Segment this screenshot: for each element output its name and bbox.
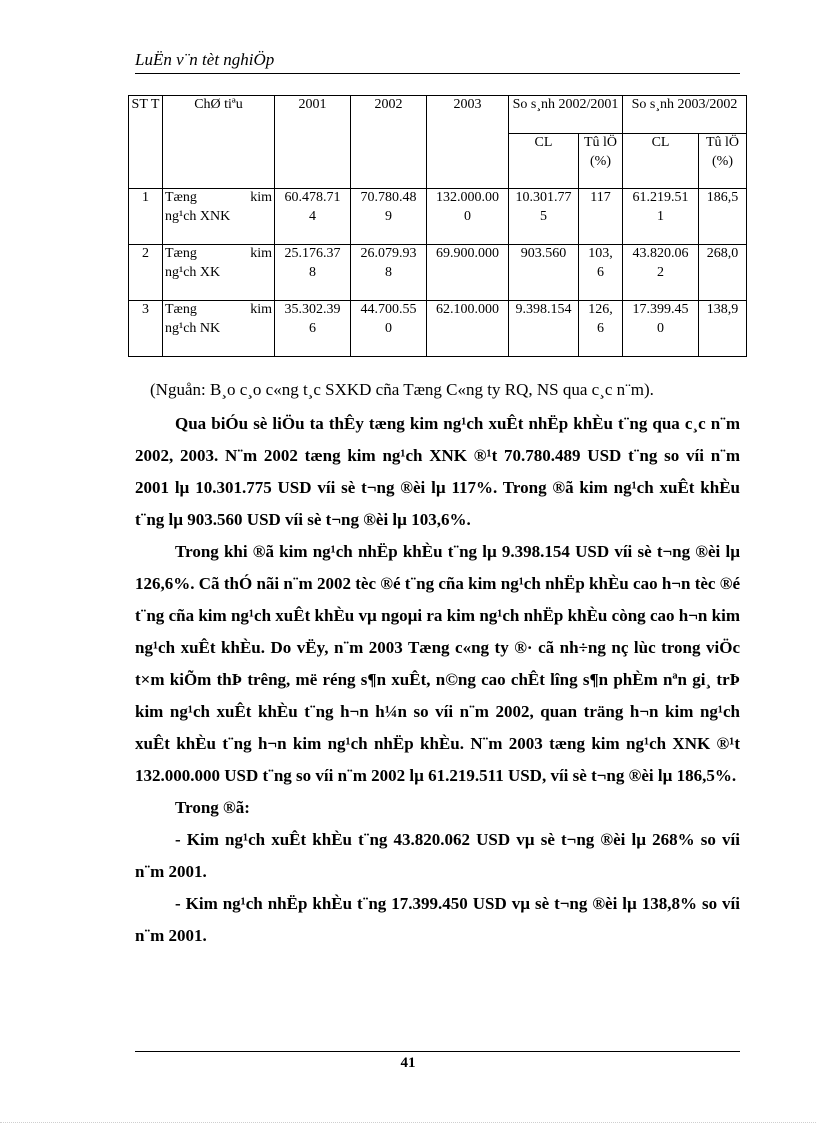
cell-line: 10.301.77 [515,190,572,205]
header-compare-2003-2002: So s¸nh 2003/2002 [623,96,747,134]
value-2001 [275,301,351,357]
value-tyle-1 [579,301,623,357]
paragraph: - Kim ng¹ch nhËp khÈu t¨ng 17.399.450 USD vµ sè t¬ng ®èi lµ 138,8% so víi n¨m 2001. [135,894,740,945]
value-tyle-2 [699,245,747,301]
cell-line: 0 [464,208,471,224]
row-name [163,245,275,301]
cell-line: 6 [309,320,316,336]
value-2002 [351,301,427,357]
paragraph: Trong khi ®ã kim ng¹ch nhËp khÈu t¨ng lµ 9.398.154 USD víi sè t¬ng ®èi lµ 126,6%. Cã thÓ nãi n¨m 2002 tèc ®é t¨ng cña kim ng¹ch nhËp khÈu cao h¬n tèc ®é t¨ng cña kim ng¹ch xuÊt khÈu vµ ngoµi ra kim ng¹ch nhËp khÈu còng cao h¬n kim ng¹ch xuÊt khÈu. Do vËy, n¨m 2003 Tæng c«ng ty ®· cã nh÷ng nç lùc trong viÖc t×m kiÕm thÞ trêng, më réng s¶n xuÊt, n©ng cao chÊt lîng s¶n phÈm nªn gi¸ trÞ kim ng¹ch xuÊt khÈu t¨ng h¬n h¼n so víi n¨m 2002, quan träng h¬n kim ng¹ch xuÊt khÈu t¨ng h¬n kim ng¹ch nhËp khÈu. N¨m 2003 tæng kim ng¹ch XNK ®¹t 132.000.000 USD t¨ng so víi n¨m 2002 lµ 61.219.511 USD, víi sè t¬ng ®èi lµ 186,5%. [135,542,740,785]
header-2001: 2001 [275,96,351,189]
value-2001 [275,189,351,245]
cell-line: 186,5 [706,190,739,205]
table-source: (Nguån: B¸o c¸o c«ng t¸c SXKD cña Tæng C«ng ty RQ, NS qua c¸c n¨m). [150,380,654,399]
cell-line: 60.478.71 [284,190,341,205]
name-word: Tæng [165,246,197,261]
value-2003 [427,189,509,245]
table-row [129,301,747,357]
cell-line: 138,9 [706,302,739,317]
header-cl-1: CL [509,134,579,189]
cell-line: 17.399.45 [632,302,689,317]
stt-value: 2 [142,246,149,261]
cell-line: 0 [657,320,665,336]
page-number: 41 [400,1055,416,1071]
cell-line: 43.820.06 [632,246,689,261]
paragraph: - Kim ng¹ch xuÊt khÈu t¨ng 43.820.062 USD vµ sè t¬ng ®èi lµ 268% so víi n¨m 2001. [135,830,740,881]
stt-value: 3 [142,302,149,317]
cell-line: 9 [385,208,392,224]
name-word: kim [250,190,272,205]
cell-line: 26.079.93 [360,246,417,261]
cell-line: 903.560 [520,246,567,261]
value-2002 [351,189,427,245]
value-cl-1 [509,245,579,301]
cell-line: 8 [385,264,392,280]
value-tyle-2 [699,301,747,357]
paragraph: Qua biÓu sè liÖu ta thÊy tæng kim ng¹ch xuÊt nhËp khÈu t¨ng qua c¸c n¨m 2002, 2003. N¨m 2002 tæng kim ng¹ch XNK ®¹t 70.780.489 USD t¨ng so víi n¨m 2001 lµ 10.301.775 USD víi sè t¬ng ®èi lµ 117%. Trong ®ã kim ng¹ch xuÊt khÈu t¨ng lµ 903.560 USD víi sè t¬ng ®èi lµ 103,6%. [135,414,740,529]
cell-line: 268,0 [706,246,739,261]
cell-line: 44.700.55 [360,302,417,317]
body-text [135,408,740,952]
header-compare-2002-2001: So s¸nh 2002/2001 [509,96,623,134]
cell-line: 4 [309,208,316,224]
value-2003 [427,245,509,301]
header-tyle-1: Tû lÖ (%) [579,134,623,189]
cell-line: 2 [657,264,665,280]
row-name [163,189,275,245]
cell-line: 6 [597,320,604,336]
header-tyle-2: Tû lÖ (%) [699,134,747,189]
cell-line: 70.780.48 [360,190,417,205]
cell-line: 126, [588,302,613,317]
value-tyle-2 [699,189,747,245]
name-word: Tæng [165,302,197,317]
name-word: kim [250,302,272,317]
paragraph: Trong ®ã: [175,798,250,817]
cell-line: 61.219.51 [632,190,689,205]
export-import-table [128,95,747,357]
cell-line: 132.000.00 [436,190,499,205]
row-stt [129,301,163,357]
value-cl-2 [623,245,699,301]
value-2003 [427,301,509,357]
header-cl-2: CL [623,134,699,189]
cell-line: 62.100.000 [436,302,499,317]
footer-rule [135,1051,740,1052]
value-2002 [351,245,427,301]
value-2001 [275,245,351,301]
cell-line: 5 [540,208,547,224]
name-word: kim [250,246,272,261]
name-word: Tæng [165,190,197,205]
header-stt: ST T [129,96,163,189]
header-rule [135,73,740,74]
value-cl-1 [509,189,579,245]
header-2002: 2002 [351,96,427,189]
table-row [129,189,747,245]
name-line: ng¹ch NK [165,320,221,336]
cell-line: 9.398.154 [515,302,572,317]
value-tyle-1 [579,189,623,245]
cell-line: 8 [309,264,316,280]
cell-line: 117 [590,190,611,205]
name-line: ng¹ch XNK [165,208,231,224]
row-name [163,301,275,357]
table-row [129,245,747,301]
value-tyle-1 [579,245,623,301]
cell-line: 25.176.37 [284,246,341,261]
cell-line: 1 [657,208,665,224]
header-chi-tieu: ChØ tiªu [163,96,275,189]
stt-value: 1 [142,190,149,205]
row-stt [129,189,163,245]
running-header: LuËn v¨n tèt nghiÖp [135,50,275,69]
name-line: ng¹ch XK [165,264,221,280]
value-cl-2 [623,301,699,357]
value-cl-1 [509,301,579,357]
cell-line: 35.302.39 [284,302,341,317]
cell-line: 0 [385,320,392,336]
cell-line: 103, [588,246,613,261]
cell-line: 6 [597,264,604,280]
header-2003: 2003 [427,96,509,189]
cell-line: 69.900.000 [436,246,499,261]
value-cl-2 [623,189,699,245]
row-stt [129,245,163,301]
